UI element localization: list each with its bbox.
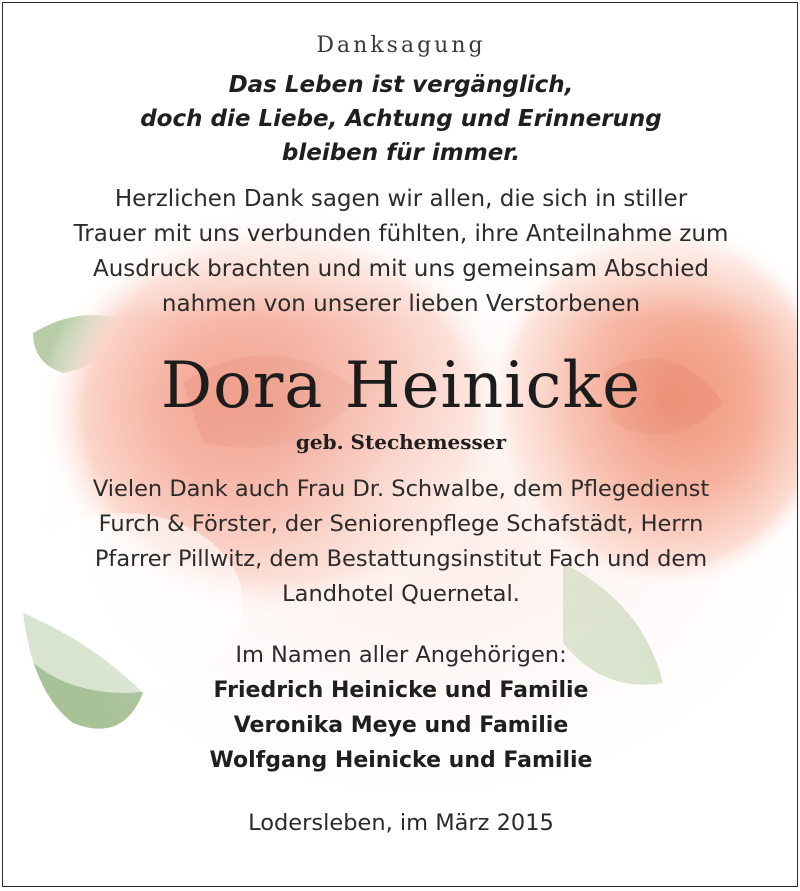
motto-line: Das Leben ist vergänglich, (228, 72, 574, 98)
place-date: Lodersleben, im März 2015 (248, 810, 554, 836)
motto-line: doch die Liebe, Achtung und Erinnerung (140, 106, 662, 132)
thanks-line: Vielen Dank auch Frau Dr. Schwalbe, dem Pflegedienst (92, 476, 710, 502)
motto (3, 68, 798, 170)
intro-line: Ausdruck brachten und mit uns gemeinsam Abschied (92, 256, 709, 282)
obituary-card (2, 2, 798, 887)
obituary-text (3, 3, 798, 841)
heading: Danksagung (316, 33, 486, 58)
thanks-line: Landhotel Quernetal. (282, 581, 520, 607)
relative-entry: Veronika Meye und Familie (233, 713, 569, 738)
maiden-name: geb. Stechemesser (295, 430, 507, 454)
relative-entry: Friedrich Heinicke und Familie (213, 678, 589, 703)
thanks-line: Pfarrer Pillwitz, dem Bestattungsinstitut Fach und dem (94, 546, 708, 572)
intro-line: Herzlichen Dank sagen wir allen, die sich in stiller (114, 186, 688, 212)
motto-line: bleiben für immer. (281, 140, 521, 166)
relatives-intro: Im Namen aller Angehörigen: (235, 642, 567, 668)
relative-entry: Wolfgang Heinicke und Familie (209, 748, 593, 773)
thanks-paragraph (3, 472, 798, 612)
intro-line: Trauer mit uns verbunden fühlten, ihre Anteilnahme zum (73, 221, 729, 247)
relatives-list (3, 673, 798, 778)
deceased-name: Dora Heinicke (160, 349, 642, 423)
intro-paragraph (3, 182, 798, 322)
thanks-line: Furch & Förster, der Seniorenpflege Schafstädt, Herrn (98, 511, 704, 537)
intro-line: nahmen von unserer lieben Verstorbenen (161, 291, 641, 317)
